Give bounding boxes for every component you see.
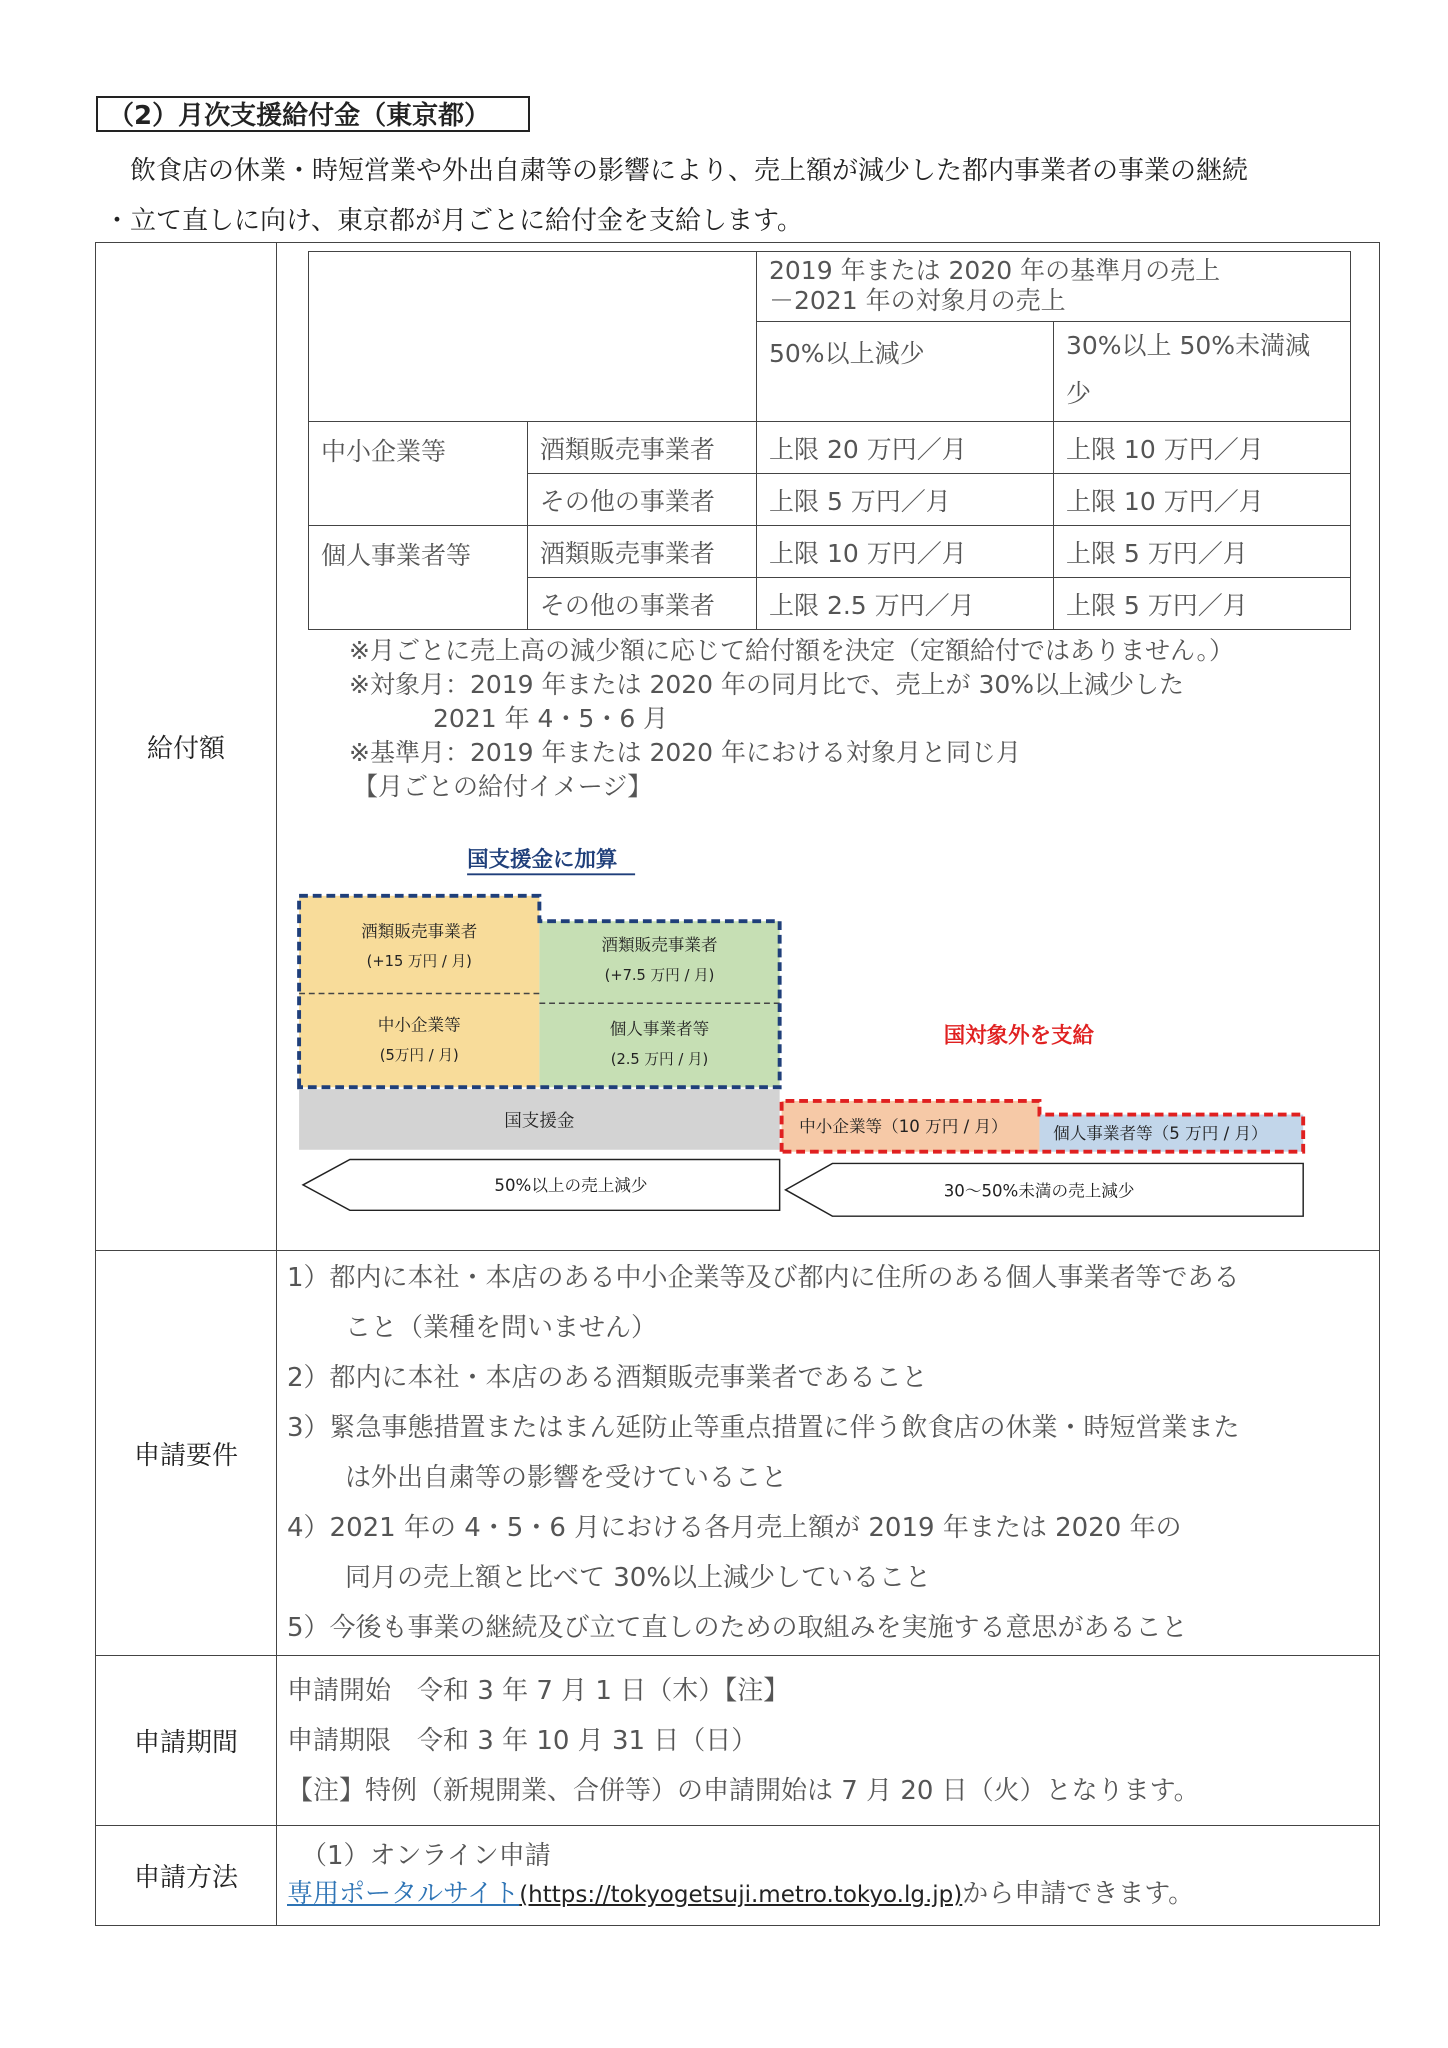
req-3b: は外出自粛等の影響を受けていること: [345, 1463, 788, 1493]
method-line-2: [287, 1875, 1369, 1914]
out-title: 国対象外を支給: [943, 1023, 1095, 1049]
payment-diagram: [287, 804, 1327, 1224]
sme-liquor-amount: (+15 万円 / 月): [366, 953, 472, 971]
requirements-list: [287, 1251, 1369, 1655]
indiv-label: 個人事業者等: [309, 526, 528, 630]
intro-line-2: ・立て直しに向け、東京都が月ごとに給付金を支給します。: [104, 206, 803, 236]
header-line-2: －2021 年の対象月の売上: [769, 286, 1066, 315]
indiv-liquor: 酒類販売事業者: [527, 526, 756, 578]
requirements-content: [277, 1251, 1380, 1656]
add-title: 国支援金に加算: [467, 847, 618, 873]
note-3: ※基準月：2019 年または 2020 年における対象月と同じ月: [349, 738, 1022, 767]
row-amount: [96, 243, 1380, 1251]
col-30-header: [1053, 322, 1350, 422]
cell-r2c1: 上限 5 万円／月: [757, 474, 1054, 526]
method-suffix: から申請できます。: [962, 1879, 1195, 1909]
amount-table-corner: [309, 252, 757, 422]
req-4a: 4）2021 年の 4・5・6 月における各月売上額が 2019 年または 2020 年の: [287, 1513, 1182, 1543]
method-line-1: （1）オンライン申請: [301, 1841, 551, 1871]
cell-r2c2: 上限 10 万円／月: [1053, 474, 1350, 526]
amount-content: [277, 243, 1380, 1251]
cell-r4c2: 上限 5 万円／月: [1053, 578, 1350, 630]
amount-table: [308, 251, 1351, 630]
cell-r3c1: 上限 10 万円／月: [757, 526, 1054, 578]
req-4b: 同月の売上額と比べて 30%以上減少していること: [345, 1563, 932, 1593]
row-requirements: [96, 1251, 1380, 1656]
row-method: [96, 1826, 1380, 1926]
indiv-base-label: 個人事業者等: [609, 1019, 710, 1039]
sme-base-label: 中小企業等: [377, 1015, 461, 1035]
note-2a: ※対象月：2019 年または 2020 年の同月比で、売上が 30%以上減少した: [349, 670, 1185, 699]
base-label: 国支援金: [504, 1111, 575, 1132]
req-5a: 5）今後も事業の継続及び立て直しのための取組みを実施する意思があること: [287, 1613, 1188, 1643]
cell-r3c2: 上限 5 万円／月: [1053, 526, 1350, 578]
req-2a: 2）都内に本社・本店のある酒類販売事業者であること: [287, 1363, 928, 1393]
section-heading: （2）月次支援給付金（東京都）: [96, 96, 530, 132]
note-1: ※月ごとに売上高の減少額に応じて給付額を決定（定額給付ではありません。）: [349, 636, 1234, 665]
req-3a: 3）緊急事態措置またはまん延防止等重点措置に伴う飲食店の休業・時短営業また: [287, 1413, 1240, 1443]
indiv-other: その他の事業者: [527, 578, 756, 630]
col-30-line-2: 少: [1065, 379, 1091, 408]
sme-base-amount: (5万円 / 月): [379, 1046, 459, 1064]
indiv-liquor-amount: (+7.5 万円 / 月): [604, 966, 715, 984]
sme-label: 中小企業等: [309, 422, 528, 526]
col-50-header: 50%以上減少: [757, 322, 1054, 422]
sme-other: その他の事業者: [527, 474, 756, 526]
col-30-line-1: 30%以上 50%未満減: [1065, 331, 1311, 360]
label-requirements: 申請要件: [96, 1251, 277, 1656]
req-1b: こと（業種を問いません）: [345, 1313, 658, 1343]
label-method: 申請方法: [96, 1826, 277, 1926]
cell-r4c1: 上限 2.5 万円／月: [757, 578, 1054, 630]
arrow-50-label: 50%以上の売上減少: [494, 1175, 648, 1195]
note-4: 【月ごとの給付イメージ】: [353, 772, 653, 801]
intro-line-1: 飲食店の休業・時短営業や外出自粛等の影響により、売上額が減少した都内事業者の事業の継続: [130, 156, 1249, 186]
indiv-base-amount: (2.5 万円 / 月): [610, 1050, 709, 1068]
period-start: 申請開始 令和 3 年 7 月 1 日（木）【注】: [287, 1675, 790, 1706]
portal-url[interactable]: (https://tokyogetsuji.metro.tokyo.lg.jp): [519, 1882, 963, 1908]
req-1a: 1）都内に本社・本店のある中小企業等及び都内に住所のある個人事業者等である: [287, 1263, 1240, 1293]
period-end: 申請期限 令和 3 年 10 月 31 日（日）: [287, 1725, 758, 1756]
period-note: 【注】特例（新規開業、合併等）の申請開始は 7 月 20 日（火）となります。: [287, 1775, 1200, 1806]
portal-site-link[interactable]: 専用ポータルサイト: [287, 1879, 520, 1909]
note-2b: 2021 年 4・5・6 月: [433, 704, 669, 733]
indiv-liquor-label: 酒類販売事業者: [601, 935, 718, 955]
cell-r1c2: 上限 10 万円／月: [1053, 422, 1350, 474]
arrow-30-label: 30～50%未満の売上減少: [943, 1181, 1135, 1201]
main-table: [95, 242, 1380, 1926]
cell-r1c1: 上限 20 万円／月: [757, 422, 1054, 474]
period-content: [277, 1656, 1380, 1826]
amount-notes: [349, 634, 1369, 804]
out-indiv-label: 個人事業者等（5 万円 / 月）: [1053, 1124, 1268, 1144]
row-period: [96, 1656, 1380, 1826]
header-line-1: 2019 年または 2020 年の基準月の売上: [769, 256, 1221, 285]
sme-liquor: 酒類販売事業者: [527, 422, 756, 474]
intro-text: [104, 146, 1394, 246]
label-period: 申請期間: [96, 1656, 277, 1826]
label-amount: 給付額: [96, 243, 277, 1251]
sme-liquor-label: 酒類販売事業者: [361, 921, 478, 941]
amount-table-header: [757, 252, 1351, 322]
method-content: [277, 1826, 1380, 1926]
out-sme-label: 中小企業等（10 万円 / 月）: [799, 1117, 1008, 1137]
